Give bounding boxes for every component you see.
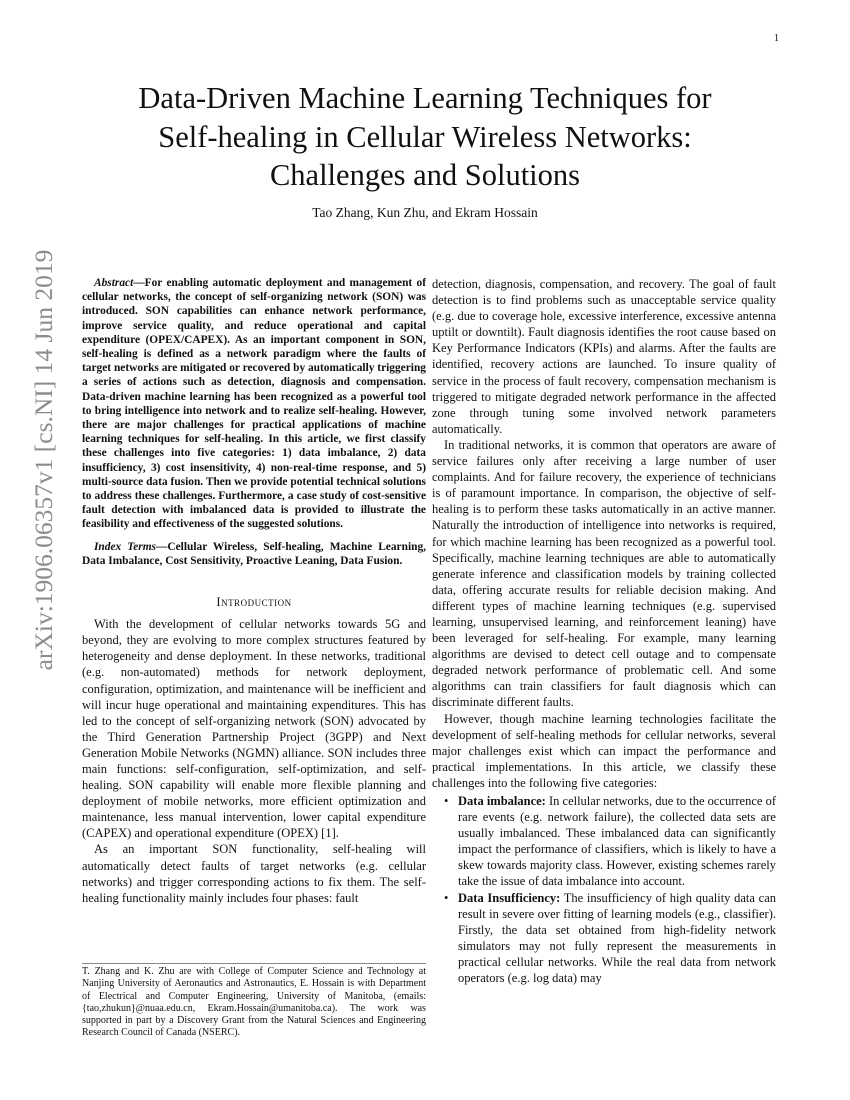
section-heading-introduction: Introduction xyxy=(216,595,292,610)
index-terms xyxy=(82,540,426,568)
index-terms-text: —Cellular Wireless, Self-healing, Machine Learning, Data Imbalance, Cost Sensitivity, Proactive Leaning, Data Fusion. xyxy=(82,540,426,567)
index-terms-label: Index Terms xyxy=(94,540,156,553)
list-item xyxy=(444,793,776,890)
bullet-icon: • xyxy=(444,794,449,808)
arxiv-identifier-stamp: arXiv:1906.06357v1 [cs.NI] 14 Jun 2019 xyxy=(29,249,58,671)
body-paragraph: However, though machine learning technologies facilitate the development of self-healing methods for cellular networks, several major challenges exist which can impact the performance and practical implementations. In this article, we classify these challenges into the following five categories: xyxy=(432,711,776,790)
challenge-text: In cellular networks, due to the occurrence of rare events (e.g. network failure), the collected data sets are usually imbalanced. These imbalanced data can significantly impact the performance of classifiers, which is likely to have a skew towards majority class. However, existing schemes rarely take the issue of data imbalance into account. xyxy=(458,794,776,889)
affiliation-footnote: T. Zhang and K. Zhu are with College of Computer Science and Technology at Nanjing University of Aeronautics and Astronautics, E. Hossain is with Department of Electrical and Computer Engineering, University of Manitoba, (emails: {tao,zhukun}@nuaa.edu.cn, Ekram.Hossain@umanitoba.ca). The work was supported in part by a Discovery Grant from the Natural Sciences and Engineering Research Council of Canada (NSERC). xyxy=(82,963,426,1040)
title-line: Self-healing in Cellular Wireless Networks: xyxy=(158,119,692,154)
body-paragraph: As an important SON functionality, self-healing will automatically detect faults of target networks (e.g. cellular networks) and trigger corresponding actions to fix them. The self-healing functionality mainly includes four phases: fault xyxy=(82,842,426,905)
abstract-label: Abstract xyxy=(94,277,134,289)
bullet-icon: • xyxy=(444,890,449,905)
list-item xyxy=(444,890,776,987)
challenge-text: The insufficiency of high quality data can result in severe over fitting of learning models (e.g., classifier). Firstly, the data set obtained from high-fidelity network simulators may not fully represent the measurements in practical cellular networks. While the real data from network operators (e.g. log data) may xyxy=(458,890,776,986)
body-paragraph: In traditional networks, it is common that operators are aware of service failures only after receiving a large number of user complaints. And for failure recovery, the experience of technicians is of paramount importance. In comparison, the objective of self-healing is to perform these tasks automatically in an active manner. Naturally the introduction of intelligence into networks is required, for which machine learning has been recognized as a powerful tool. Specifically, machine learning techniques are able to automatically generate inference and classification models by training collected data, offering accurate results for reliable decision making. And different types of machine learning techniques (e.g. supervised learning, unsupervised learning, and reinforcement leaning) have been leveraged for self-healing. For example, many learning algorithms are devised to detect cell outage and to compensate degraded network performance of problematic cell. And some algorithms can train classifiers for fault diagnosis which can discriminate different faults. xyxy=(432,437,776,710)
body-paragraph: detection, diagnosis, compensation, and recovery. The goal of fault detection is to find problems such as unacceptable service quality (e.g. due to coverage hole, excessive interference, excessive antenna uptilt or downtilt). Fault diagnosis identifies the root cause based on Key Performance Indicators (KPIs) and alarms. After the faults are identified, recovery actions are launched. To insure quality of service in the process of fault recovery, compensation mechanism is triggered to mitigate degraded network performance in the affected zone through tuning some involved network parameters automatically. xyxy=(432,277,776,436)
abstract-text: —For enabling automatic deployment and management of cellular networks, the concept of self-organizing network (SON) was introduced. SON capabilities can enhance network performance, improve service quality, and reduce operational and capital expenditure (OPEX/CAPEX). As an important component in SON, self-healing is defined as a network paradigm where the faults of target networks are mitigated or recovered by automatically triggering a series of actions such as detection, diagnosis and compensation. Data-driven machine learning has been recognized as a powerful tool to bring intelligence into network and to realize self-healing. However, there are major challenges for practical applications of machine learning techniques for self-healing. In this article, we first classify these challenges into five categories: 1) data imbalance, 2) data insufficiency, 3) cost insensitivity, 4) non-real-time response, and 5) multi-source data fusion. Then we provide potential technical solutions to address these challenges. Furthermore, a case study of cost-sensitive fault detection with imbalanced data is provided to illustrate the feasibility and effectiveness of the suggested solutions. xyxy=(82,277,426,531)
challenge-term: Data Insufficiency: xyxy=(458,890,561,905)
author-list: Tao Zhang, Kun Zhu, and Ekram Hossain xyxy=(312,205,538,220)
paper-title xyxy=(80,79,770,195)
body-paragraph: With the development of cellular networks towards 5G and beyond, they are evolving to more complex structures featured by heterogeneity and dense deployment. In these networks, traditional (e.g. non-automated) methods for network deployment, configuration, optimization, and maintenance will be inefficient and will incur huge operational and maintaining expenditures. This has led to the concept of self-organizing network (SON) advocated by the Third Generation Partnership Project (3GPP) and Next Generation Mobile Networks (NGMN) alliance. SON includes three main functions: self-configuration, self-optimization, and self-healing. SON capability will enable more flexible planning and deployment of mobile networks, more efficient optimization and maintenance, less manual intervention, lower capital expenditure (CAPEX) and operational expenditure (OPEX) [1]. xyxy=(82,617,426,841)
challenge-list xyxy=(432,793,776,986)
page-number: 1 xyxy=(774,33,779,44)
challenge-term: Data imbalance: xyxy=(458,794,546,808)
title-line: Data-Driven Machine Learning Techniques for xyxy=(138,81,712,115)
abstract xyxy=(82,276,426,532)
right-column xyxy=(432,276,776,986)
left-column xyxy=(82,276,426,906)
title-line: Challenges and Solutions xyxy=(269,158,581,192)
